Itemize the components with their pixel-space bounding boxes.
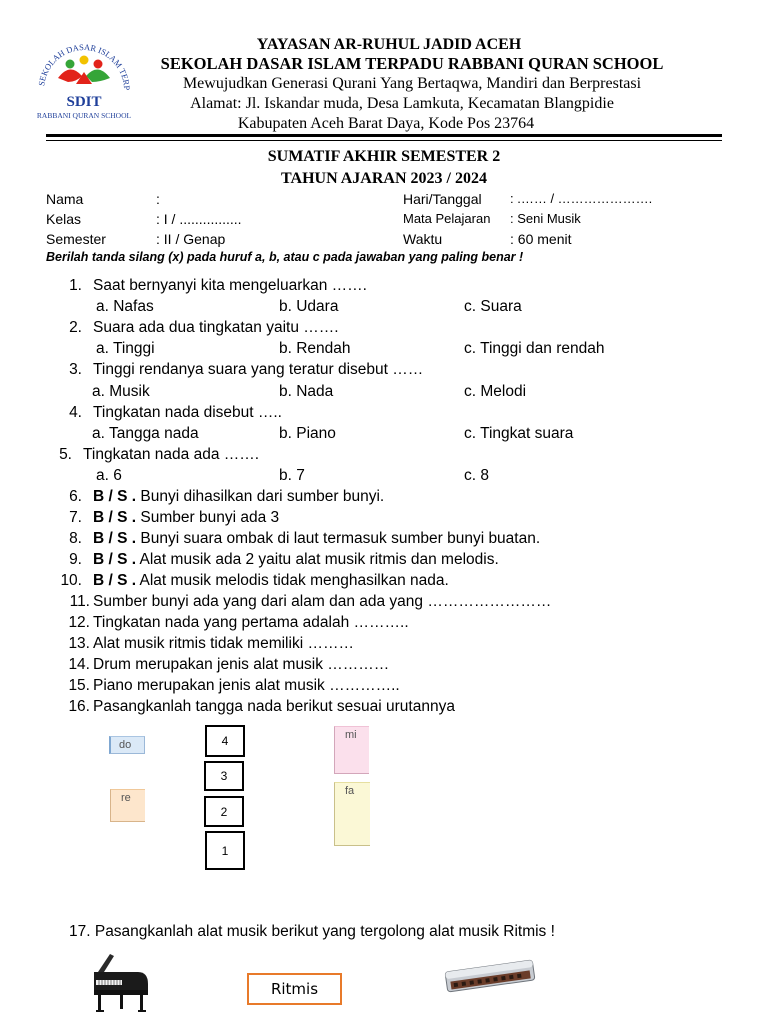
ritmis-label-box[interactable]: Ritmis	[247, 973, 342, 1005]
kelas-label: Kelas	[46, 211, 82, 227]
option-c[interactable]: c. Melodi	[464, 383, 527, 400]
question-number: 6.	[69, 488, 82, 505]
header-rule-thick	[46, 134, 722, 137]
nama-field[interactable]: :	[156, 191, 160, 207]
question-number: 9.	[69, 551, 82, 568]
option-c[interactable]: c. Suara	[464, 298, 522, 315]
mapel-label: Mata Pelajaran	[403, 211, 491, 226]
option-b[interactable]: b. 7	[279, 467, 305, 484]
option-b[interactable]: b. Nada	[279, 383, 334, 400]
question-text: Tingkatan nada ada …….	[83, 446, 260, 463]
option-c[interactable]: c. Tingkat suara	[464, 425, 574, 442]
order-box-2[interactable]: 2	[204, 796, 244, 827]
school-address: Alamat: Jl. Iskandar muda, Desa Lamkuta, Kecamatan Blangpidie	[190, 95, 614, 112]
true-false-question: B / S . Bunyi suara ombak di laut termasuk sumber bunyi buatan.	[93, 530, 541, 547]
note-card-mi[interactable]: mi	[334, 726, 369, 774]
logo-subtitle: RABBANI QURAN SCHOOL	[36, 111, 132, 120]
school-motto: Mewujudkan Generasi Qurani Yang Bertaqwa, Mandiri dan Berprestasi	[182, 75, 642, 92]
exam-title: SUMATIF AKHIR SEMESTER 2	[267, 148, 501, 165]
waktu-value: : 60 menit	[510, 231, 572, 247]
true-false-question: B / S . Sumber bunyi ada 3	[93, 509, 280, 526]
instruction: Berilah tanda silang (x) pada huruf a, b, atau c pada jawaban yang paling benar !	[46, 250, 524, 264]
order-box-3[interactable]: 3	[204, 761, 244, 791]
question-text: Pasangkanlah tangga nada berikut sesuai urutannya	[93, 698, 455, 715]
question-text: Tinggi rendanya suara yang teratur disebut ……	[93, 361, 424, 378]
exam-year: TAHUN AJARAN 2023 / 2024	[281, 170, 487, 187]
question-number: 16.	[68, 698, 90, 715]
nama-label: Nama	[46, 191, 84, 207]
question-17-text: 17. Pasangkanlah alat musik berikut yang tergolong alat musik Ritmis !	[69, 923, 555, 940]
option-b[interactable]: b. Piano	[279, 425, 336, 442]
note-card-re[interactable]: re	[110, 789, 145, 822]
question-number: 14.	[68, 656, 90, 673]
question-text: Tingkatan nada disebut …..	[93, 404, 282, 421]
question-text: Sumber bunyi ada yang dari alam dan ada yang ……………………	[93, 593, 552, 610]
semester-value: : II / Genap	[156, 231, 226, 247]
option-a[interactable]: a. Nafas	[96, 298, 154, 315]
option-a[interactable]: a. Musik	[92, 383, 150, 400]
school-name: SEKOLAH DASAR ISLAM TERPADU RABBANI QURAN SCHOOL	[160, 54, 664, 73]
option-a[interactable]: a. 6	[96, 467, 122, 484]
bs-choice[interactable]: B / S .	[93, 572, 137, 589]
true-false-question: B / S . Alat musik melodis tidak menghasilkan nada.	[93, 572, 449, 589]
question-number: 10.	[60, 572, 82, 589]
question-number: 4.	[69, 404, 82, 421]
question-number: 1.	[69, 277, 82, 294]
question-number: 8.	[69, 530, 82, 547]
foundation-name: YAYASAN AR-RUHUL JADID ACEH	[256, 36, 522, 53]
bs-choice[interactable]: B / S .	[93, 551, 137, 568]
hari-label: Hari/Tanggal	[403, 191, 482, 207]
bs-choice[interactable]: B / S .	[93, 530, 137, 547]
option-c[interactable]: c. 8	[464, 467, 489, 484]
question-text: Alat musik ritmis tidak memiliki ………	[93, 635, 354, 652]
hari-field[interactable]: : .…… / ………………….	[510, 191, 653, 206]
bs-choice[interactable]: B / S .	[93, 509, 137, 526]
option-a[interactable]: a. Tinggi	[96, 340, 155, 357]
true-false-question: B / S . Alat musik ada 2 yaitu alat musik ritmis dan melodis.	[93, 551, 499, 568]
question-number: 15.	[68, 677, 90, 694]
option-b[interactable]: b. Udara	[279, 298, 339, 315]
semester-label: Semester	[46, 231, 106, 247]
order-box-4[interactable]: 4	[205, 725, 245, 757]
note-card-fa[interactable]: fa	[334, 782, 370, 846]
question-number: 7.	[69, 509, 82, 526]
question-number: 5.	[59, 446, 72, 463]
question-text: Saat bernyanyi kita mengeluarkan …….	[93, 277, 367, 294]
harmonica-icon[interactable]	[440, 952, 540, 1000]
question-number: 13.	[68, 635, 90, 652]
option-c[interactable]: c. Tinggi dan rendah	[464, 340, 605, 357]
waktu-label: Waktu	[403, 231, 443, 247]
question-text: Piano merupakan jenis alat musik …………..	[93, 677, 400, 694]
school-district: Kabupaten Aceh Barat Daya, Kode Pos 23764	[237, 115, 535, 132]
question-number: 2.	[69, 319, 82, 336]
question-text: Tingkatan nada yang pertama adalah ………..	[93, 614, 409, 631]
question-number: 11.	[69, 593, 90, 610]
order-box-1[interactable]: 1	[205, 831, 245, 870]
mapel-value: : Seni Musik	[510, 211, 581, 226]
logo-arc-text: SEKOLAH DASAR ISLAM TERP	[36, 41, 132, 90]
bs-choice[interactable]: B / S .	[93, 488, 137, 505]
header-rule-thin	[46, 140, 722, 141]
logo-acronym: SDIT	[66, 94, 102, 110]
kelas-field[interactable]: : I / ................	[156, 211, 242, 227]
question-number: 12.	[68, 614, 90, 631]
note-card-do[interactable]: do	[109, 736, 145, 754]
question-text: Drum merupakan jenis alat musik …………	[93, 656, 390, 673]
question-number: 3.	[69, 361, 82, 378]
true-false-question: B / S . Bunyi dihasilkan dari sumber bunyi.	[93, 488, 385, 505]
question-text: Suara ada dua tingkatan yaitu …….	[93, 319, 339, 336]
option-a[interactable]: a. Tangga nada	[92, 425, 199, 442]
option-b[interactable]: b. Rendah	[279, 340, 351, 357]
grand-piano-icon[interactable]	[90, 950, 152, 1014]
